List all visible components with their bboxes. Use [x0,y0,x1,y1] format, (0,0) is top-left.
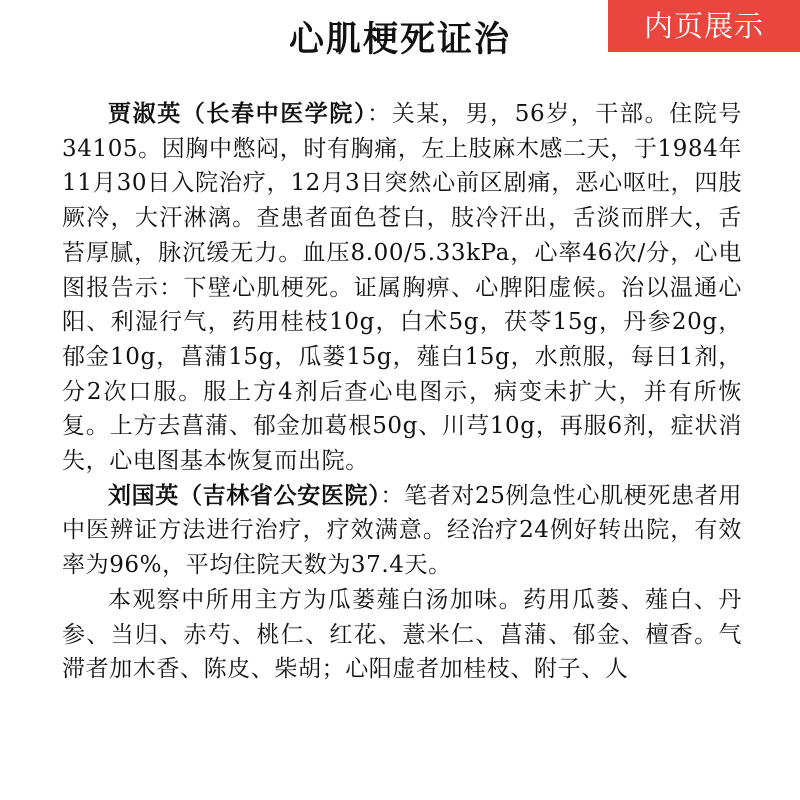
author-name: 贾淑英（长春中医学院） [108,101,368,127]
author-name: 刘国英（吉林省公安医院） [108,482,381,509]
case-paragraph-2 [62,479,742,583]
article-body [62,97,742,687]
case-paragraph-1 [62,97,742,479]
method-paragraph [62,583,742,687]
paragraph-text: 本观察中所用主方为瓜蒌薤白汤加味。药用瓜蒌、薤白、丹参、当归、赤芍、桃仁、红花、薏米仁、菖蒲、郁金、檀香。气滞者加木香、陈皮、柴胡；心阳虚者加桂枝、附子、人 [62,586,742,683]
page-title: 心肌梗死证治 [288,20,511,60]
paragraph-text: ：关某，男，56岁，干部。住院号34105。因胸中憋闷，时有胸痛，左上肢麻木感二天，于1984年11月30日入院治疗，12月3日突然心前区剧痛，恶心呕吐，四肢厥冷，大汗淋漓。查患者面色苍白，肢冷汗出，舌淡而胖大，舌苔厚腻，脉沉缓无力。血压8.00/5.33kPa，心率46次/分，心电图报告示：下壁心肌梗死。证属胸痹、心脾阳虚候。治以温通心阳、利湿行气，药用桂枝10g，白术5g，茯苓15g，丹参20g，郁金10g，菖蒲15g，瓜蒌15g，薤白15g，水煎服，每日1剂，分2次口服。服上方4剂后查心电图示，病变未扩大，并有所恢复。上方去菖蒲、郁金加葛根50g、川芎10g，再服6剂，症状消失，心电图基本恢复而出院。 [62,101,742,475]
paragraph-text: ：笔者对25例急性心肌梗死患者用中医辨证方法进行治疗，疗效满意。经治疗24例好转出院，有效率为96%，平均住院天数为37.4天。 [62,482,742,579]
preview-badge: 内页展示 [608,0,800,52]
